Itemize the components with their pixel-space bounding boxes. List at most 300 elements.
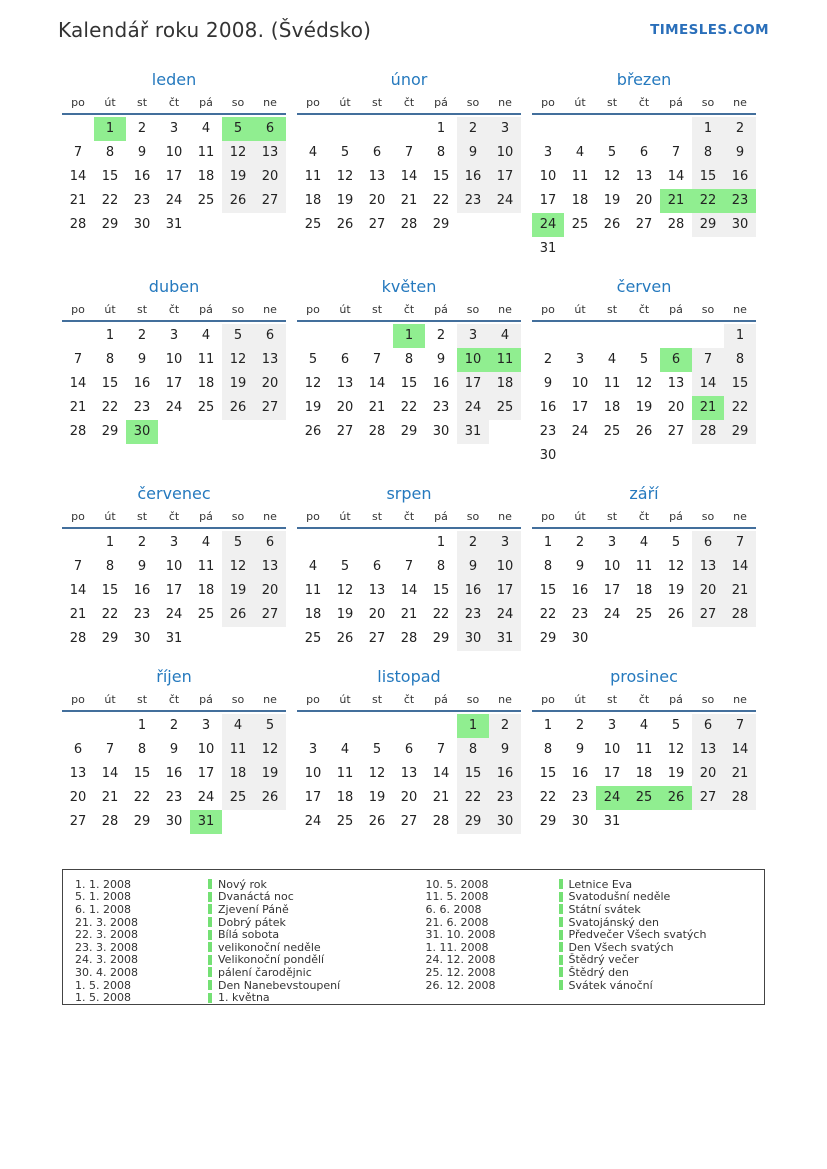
weekday-label: so xyxy=(701,510,715,523)
day-cell: 8 xyxy=(137,742,147,757)
day-cell: 2 xyxy=(169,718,179,733)
day-cell: 12 xyxy=(222,141,254,165)
day-cell: 25 xyxy=(222,786,254,810)
day-cell-holiday: 21 xyxy=(660,189,692,213)
day-cell: 8 xyxy=(105,559,115,574)
day-cell: 3 xyxy=(201,718,211,733)
day-cell: 18 xyxy=(197,169,215,184)
day-cell: 22 xyxy=(133,790,151,805)
day-cell-empty xyxy=(222,810,254,834)
day-cell: 7 xyxy=(404,145,414,160)
legend-entry xyxy=(414,979,765,992)
day-cell: 3 xyxy=(543,145,553,160)
day-cell: 26 xyxy=(222,603,254,627)
day-grid xyxy=(297,117,521,237)
legend-entry xyxy=(63,891,414,904)
weekday-label: so xyxy=(466,303,480,316)
day-cell: 7 xyxy=(724,531,756,555)
day-cell: 10 xyxy=(304,766,322,781)
day-cell: 14 xyxy=(724,555,756,579)
weekday-header-row xyxy=(532,303,756,320)
day-cell: 9 xyxy=(575,742,585,757)
day-cell: 16 xyxy=(571,583,589,598)
day-cell: 6 xyxy=(254,324,286,348)
day-cell-holiday: 31 xyxy=(190,810,222,834)
header-divider xyxy=(297,113,521,115)
day-cell: 20 xyxy=(254,372,286,396)
day-cell: 9 xyxy=(457,555,489,579)
day-cell: 13 xyxy=(400,766,418,781)
legend-label: Nový rok xyxy=(218,877,267,891)
day-cell: 9 xyxy=(724,141,756,165)
day-cell: 22 xyxy=(539,790,557,805)
legend-label: pálení čarodějnic xyxy=(218,965,312,979)
day-cell-empty xyxy=(393,531,425,555)
day-cell: 5 xyxy=(671,718,681,733)
legend-entry xyxy=(414,966,765,979)
day-cell: 16 xyxy=(457,579,489,603)
day-cell: 12 xyxy=(635,376,653,391)
day-cell: 27 xyxy=(667,424,685,439)
day-cell: 15 xyxy=(133,766,151,781)
day-cell-holiday: 22 xyxy=(692,189,724,213)
day-cell: 24 xyxy=(165,400,183,415)
weekday-label: po xyxy=(71,303,85,316)
legend-entry xyxy=(63,966,414,979)
day-cell: 5 xyxy=(372,742,382,757)
day-cell-empty xyxy=(596,627,628,651)
holiday-marker-icon xyxy=(208,917,212,927)
day-cell-empty xyxy=(660,324,692,348)
holiday-marker-icon xyxy=(208,955,212,965)
weekday-label: ne xyxy=(263,96,277,109)
day-cell-empty xyxy=(393,117,425,141)
day-cell: 30 xyxy=(133,631,151,646)
day-cell: 23 xyxy=(457,189,489,213)
day-cell: 3 xyxy=(489,117,521,141)
legend-date: 1. 5. 2008 xyxy=(75,991,131,1005)
day-cell: 2 xyxy=(137,121,147,136)
day-cell-holiday: 1 xyxy=(393,324,425,348)
site-logo-link[interactable]: TIMESLES.COM xyxy=(650,22,769,38)
header-divider xyxy=(62,527,286,529)
day-cell: 30 xyxy=(539,448,557,463)
day-cell: 16 xyxy=(724,165,756,189)
weekday-label: pá xyxy=(199,510,213,523)
day-cell: 31 xyxy=(457,420,489,444)
day-cell: 16 xyxy=(571,766,589,781)
weekday-label: pá xyxy=(434,510,448,523)
weekday-label: po xyxy=(541,510,555,523)
day-cell: 23 xyxy=(539,424,557,439)
day-cell: 12 xyxy=(667,559,685,574)
weekday-label: út xyxy=(574,693,586,706)
holiday-marker-icon xyxy=(559,955,563,965)
legend-label: Dobrý pátek xyxy=(218,915,286,929)
day-cell-empty xyxy=(692,627,724,651)
legend-label: Štědrý den xyxy=(568,965,629,979)
day-cell-empty xyxy=(692,444,724,468)
day-cell: 16 xyxy=(539,400,557,415)
day-cell: 29 xyxy=(432,631,450,646)
weekday-label: čt xyxy=(168,96,180,109)
day-cell-empty xyxy=(297,324,329,348)
holiday-marker-icon xyxy=(208,930,212,940)
month-březen xyxy=(532,70,756,261)
weekday-label: ne xyxy=(733,510,747,523)
day-cell-empty xyxy=(190,420,222,444)
day-cell-empty xyxy=(489,213,521,237)
day-cell-holiday: 30 xyxy=(126,420,158,444)
day-cell-empty xyxy=(254,810,286,834)
day-cell: 28 xyxy=(724,603,756,627)
day-cell: 24 xyxy=(304,814,322,829)
holiday-marker-icon xyxy=(208,892,212,902)
day-cell: 20 xyxy=(635,193,653,208)
header-divider xyxy=(532,113,756,115)
day-cell: 28 xyxy=(101,814,119,829)
day-cell: 13 xyxy=(254,348,286,372)
day-cell: 21 xyxy=(400,193,418,208)
day-cell: 5 xyxy=(340,145,350,160)
day-cell: 7 xyxy=(671,145,681,160)
day-cell: 11 xyxy=(336,766,354,781)
day-cell: 28 xyxy=(724,786,756,810)
day-cell: 15 xyxy=(101,169,119,184)
day-cell-empty xyxy=(564,444,596,468)
day-cell: 17 xyxy=(603,766,621,781)
day-cell: 15 xyxy=(539,583,557,598)
weekday-label: ne xyxy=(733,96,747,109)
day-cell-empty xyxy=(62,714,94,738)
day-cell: 16 xyxy=(133,376,151,391)
weekday-label: ne xyxy=(733,303,747,316)
day-cell: 1 xyxy=(543,718,553,733)
legend-entry xyxy=(63,903,414,916)
day-cell: 24 xyxy=(571,424,589,439)
day-cell-empty xyxy=(660,810,692,834)
holiday-marker-icon xyxy=(559,892,563,902)
weekday-label: út xyxy=(104,693,116,706)
day-cell: 9 xyxy=(489,738,521,762)
day-cell: 11 xyxy=(635,742,653,757)
day-cell: 6 xyxy=(692,714,724,738)
day-cell: 7 xyxy=(436,742,446,757)
page-header xyxy=(58,18,769,42)
day-cell-empty xyxy=(297,117,329,141)
holiday-marker-icon xyxy=(208,942,212,952)
month-leden xyxy=(62,70,286,237)
legend-date: 31. 10. 2008 xyxy=(425,928,496,942)
weekday-label: ne xyxy=(263,303,277,316)
day-cell: 7 xyxy=(105,742,115,757)
day-cell: 9 xyxy=(169,742,179,757)
day-cell-holiday: 26 xyxy=(660,786,692,810)
day-cell: 15 xyxy=(400,376,418,391)
day-cell: 10 xyxy=(197,742,215,757)
day-cell: 28 xyxy=(667,217,685,232)
day-cell: 24 xyxy=(603,607,621,622)
weekday-label: čt xyxy=(403,303,415,316)
day-cell-holiday: 23 xyxy=(724,189,756,213)
day-cell: 26 xyxy=(667,607,685,622)
weekday-label: po xyxy=(71,96,85,109)
day-cell: 9 xyxy=(137,145,147,160)
day-cell-empty xyxy=(724,237,756,261)
month-title: duben xyxy=(148,277,200,296)
weekday-label: čt xyxy=(168,303,180,316)
day-cell: 28 xyxy=(400,631,418,646)
month-title: květen xyxy=(381,277,437,296)
day-cell: 27 xyxy=(336,424,354,439)
day-cell: 12 xyxy=(336,169,354,184)
legend-entry xyxy=(414,878,765,891)
day-cell: 16 xyxy=(165,766,183,781)
day-cell: 13 xyxy=(368,169,386,184)
day-cell: 24 xyxy=(165,607,183,622)
day-cell-empty xyxy=(62,324,94,348)
day-cell-empty xyxy=(596,117,628,141)
day-cell: 4 xyxy=(575,145,585,160)
day-cell: 3 xyxy=(607,535,617,550)
holiday-marker-icon xyxy=(208,967,212,977)
day-cell: 8 xyxy=(105,145,115,160)
day-cell: 1 xyxy=(692,117,724,141)
weekday-label: út xyxy=(574,96,586,109)
month-únor xyxy=(297,70,521,237)
day-cell: 7 xyxy=(73,352,83,367)
holiday-marker-icon xyxy=(559,942,563,952)
legend-label: Státní svátek xyxy=(568,902,641,916)
weekday-label: so xyxy=(231,303,245,316)
day-cell-empty xyxy=(489,420,521,444)
holiday-marker-icon xyxy=(208,993,212,1003)
weekday-label: st xyxy=(136,303,148,316)
weekday-header-row xyxy=(297,96,521,113)
day-cell: 17 xyxy=(304,790,322,805)
day-cell-empty xyxy=(254,627,286,651)
weekday-label: st xyxy=(371,693,383,706)
day-cell: 26 xyxy=(304,424,322,439)
day-cell: 7 xyxy=(73,559,83,574)
day-cell: 3 xyxy=(308,742,318,757)
legend-label: Dvanáctá noc xyxy=(218,890,294,904)
holiday-marker-icon xyxy=(208,879,212,889)
day-cell: 18 xyxy=(197,376,215,391)
day-cell-empty xyxy=(564,324,596,348)
day-cell: 12 xyxy=(667,742,685,757)
weekday-label: čt xyxy=(638,303,650,316)
day-cell: 9 xyxy=(137,352,147,367)
day-cell: 31 xyxy=(165,217,183,232)
legend-label: Letnice Eva xyxy=(568,877,633,891)
day-cell-empty xyxy=(222,420,254,444)
day-cell-empty xyxy=(628,324,660,348)
day-cell: 2 xyxy=(457,117,489,141)
weekday-label: čt xyxy=(638,96,650,109)
weekday-label: st xyxy=(371,96,383,109)
day-cell: 21 xyxy=(69,400,87,415)
header-divider xyxy=(297,320,521,322)
day-cell: 3 xyxy=(489,531,521,555)
day-cell: 24 xyxy=(489,603,521,627)
day-cell: 13 xyxy=(635,169,653,184)
day-cell: 17 xyxy=(165,376,183,391)
month-title: listopad xyxy=(377,667,441,686)
day-cell: 4 xyxy=(201,328,211,343)
day-grid xyxy=(532,531,756,651)
month-červenec xyxy=(62,484,286,651)
day-cell: 26 xyxy=(635,424,653,439)
weekday-label: pá xyxy=(434,303,448,316)
day-cell: 23 xyxy=(457,603,489,627)
day-cell: 15 xyxy=(724,372,756,396)
holiday-marker-icon xyxy=(559,930,563,940)
day-cell: 2 xyxy=(457,531,489,555)
day-grid xyxy=(62,531,286,651)
day-cell: 12 xyxy=(304,376,322,391)
day-cell: 25 xyxy=(304,631,322,646)
day-cell: 17 xyxy=(489,579,521,603)
day-cell-empty xyxy=(297,714,329,738)
day-cell: 20 xyxy=(368,607,386,622)
day-cell: 23 xyxy=(571,790,589,805)
day-cell: 19 xyxy=(336,607,354,622)
day-cell: 10 xyxy=(489,141,521,165)
day-cell: 10 xyxy=(571,376,589,391)
day-cell: 18 xyxy=(304,607,322,622)
day-cell-empty xyxy=(564,117,596,141)
day-cell-empty xyxy=(254,213,286,237)
day-cell-holiday: 6 xyxy=(254,117,286,141)
month-květen xyxy=(297,277,521,444)
day-cell: 9 xyxy=(543,376,553,391)
day-cell: 28 xyxy=(432,814,450,829)
day-cell: 23 xyxy=(165,790,183,805)
day-cell-empty xyxy=(628,627,660,651)
day-cell: 4 xyxy=(607,352,617,367)
day-cell-holiday: 1 xyxy=(457,714,489,738)
day-cell: 21 xyxy=(400,607,418,622)
day-cell: 13 xyxy=(254,555,286,579)
legend-date: 25. 12. 2008 xyxy=(425,965,496,979)
day-cell: 21 xyxy=(101,790,119,805)
legend-date: 1. 5. 2008 xyxy=(75,978,131,992)
day-cell: 16 xyxy=(489,762,521,786)
day-cell: 19 xyxy=(603,193,621,208)
weekday-header-row xyxy=(532,693,756,710)
day-cell: 26 xyxy=(368,814,386,829)
day-cell: 7 xyxy=(73,145,83,160)
day-cell: 22 xyxy=(539,607,557,622)
day-cell: 27 xyxy=(254,603,286,627)
day-cell: 17 xyxy=(457,372,489,396)
day-cell: 13 xyxy=(336,376,354,391)
day-cell: 28 xyxy=(69,217,87,232)
day-cell: 30 xyxy=(432,424,450,439)
holiday-marker-icon xyxy=(208,904,212,914)
day-grid xyxy=(532,714,756,834)
day-cell: 2 xyxy=(724,117,756,141)
day-cell: 9 xyxy=(436,352,446,367)
legend-entry xyxy=(63,928,414,941)
day-cell: 25 xyxy=(571,217,589,232)
day-cell: 26 xyxy=(222,396,254,420)
legend-date: 10. 5. 2008 xyxy=(425,877,489,891)
day-cell: 9 xyxy=(575,559,585,574)
day-cell: 10 xyxy=(603,742,621,757)
legend-entry xyxy=(63,941,414,954)
day-cell: 29 xyxy=(432,217,450,232)
day-cell: 20 xyxy=(336,400,354,415)
day-cell: 4 xyxy=(639,535,649,550)
day-cell-empty xyxy=(596,444,628,468)
day-cell-holiday: 5 xyxy=(222,117,254,141)
day-cell: 6 xyxy=(404,742,414,757)
weekday-label: ne xyxy=(733,693,747,706)
day-cell: 5 xyxy=(222,324,254,348)
day-cell: 13 xyxy=(692,738,724,762)
day-cell: 30 xyxy=(571,631,589,646)
day-cell: 8 xyxy=(692,141,724,165)
weekday-label: po xyxy=(71,693,85,706)
day-cell: 21 xyxy=(69,193,87,208)
day-cell: 1 xyxy=(137,718,147,733)
legend-date: 22. 3. 2008 xyxy=(75,928,138,942)
day-cell-empty xyxy=(329,324,361,348)
day-cell: 14 xyxy=(400,169,418,184)
day-cell: 20 xyxy=(368,193,386,208)
day-cell: 13 xyxy=(69,766,87,781)
day-cell: 22 xyxy=(724,396,756,420)
day-cell: 14 xyxy=(667,169,685,184)
day-cell-holiday: 24 xyxy=(532,213,564,237)
day-cell: 19 xyxy=(304,400,322,415)
header-divider xyxy=(297,527,521,529)
weekday-label: st xyxy=(371,303,383,316)
day-cell: 23 xyxy=(571,607,589,622)
day-cell: 31 xyxy=(539,241,557,256)
day-cell-empty xyxy=(724,627,756,651)
weekday-label: po xyxy=(306,693,320,706)
day-cell: 19 xyxy=(254,762,286,786)
day-cell-empty xyxy=(62,531,94,555)
legend-column-left xyxy=(63,878,414,1004)
day-cell-holiday: 21 xyxy=(692,396,724,420)
day-cell-empty xyxy=(425,714,457,738)
day-cell: 6 xyxy=(73,742,83,757)
day-cell: 6 xyxy=(372,145,382,160)
day-cell: 4 xyxy=(201,121,211,136)
weekday-label: so xyxy=(466,510,480,523)
day-cell: 17 xyxy=(539,193,557,208)
day-cell: 3 xyxy=(169,328,179,343)
legend-entry xyxy=(414,891,765,904)
legend-label: Svatojánský den xyxy=(568,915,659,929)
day-cell: 30 xyxy=(489,810,521,834)
day-cell: 5 xyxy=(607,145,617,160)
day-cell: 19 xyxy=(368,790,386,805)
month-říjen xyxy=(62,667,286,834)
month-září xyxy=(532,484,756,651)
legend-label: Předvečer Všech svatých xyxy=(568,928,707,942)
day-cell: 27 xyxy=(368,631,386,646)
day-cell: 11 xyxy=(603,376,621,391)
day-grid xyxy=(297,324,521,444)
weekday-label: so xyxy=(231,96,245,109)
legend-column-right xyxy=(414,878,765,1004)
day-cell-empty xyxy=(190,627,222,651)
